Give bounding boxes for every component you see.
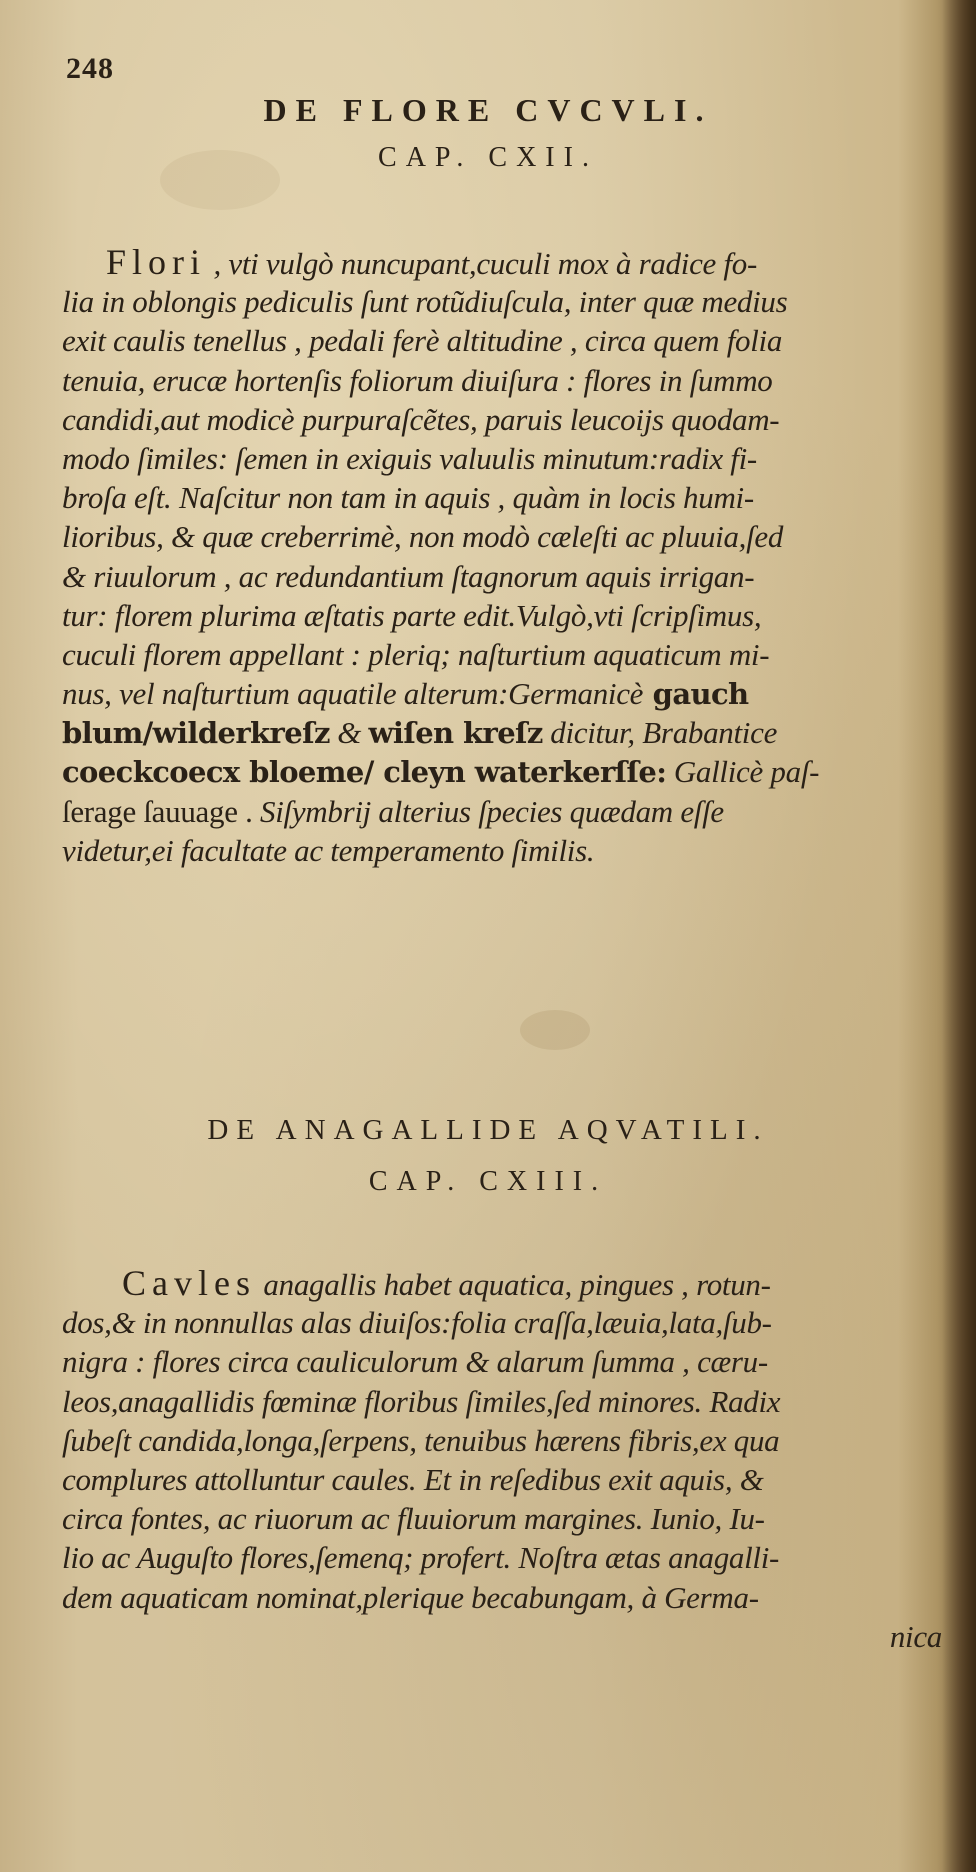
- text-line: nigra : flores circa cauliculorum & alarum ſumma , cæru-: [62, 1344, 768, 1380]
- blackletter-word: coeckcoecx bloeme/ cleyn waterkerſſe:: [62, 755, 667, 790]
- blackletter-word: blum/wilderkreſz: [62, 716, 330, 751]
- section-title: DE ANAGALLIDE AQVATILI.: [207, 1114, 769, 1146]
- running-title: DE FLORE CVCVLI.: [263, 92, 713, 128]
- text-line: modo ſimiles: ſemen in exiguis valuulis minutum:radix fi-: [62, 440, 757, 476]
- text-line: videtur,ei facultate ac temperamento ſimilis.: [62, 832, 595, 868]
- chapter-1-text: [62, 243, 962, 870]
- text-line: leos,anagallidis fœminæ floribus ſimiles,ſed minores. Radix: [62, 1383, 781, 1419]
- text-line: dem aquaticam nominat,plerique becabungam, à Germa-: [62, 1579, 759, 1615]
- text-line: blum/wilderkreſz & wiſen kreſz dicitur, Brabantice: [62, 715, 778, 751]
- paper-stain: [520, 1010, 590, 1050]
- text-line: circa fontes, ac riuorum ac fluuiorum margines. Iunio, Iu-: [62, 1501, 765, 1537]
- text-line: lia in oblongis pediculis ſunt rotũdiuſcula, inter quæ medius: [62, 284, 788, 320]
- text-line: Flori , vti vulgò nuncupant,cuculi mox à radice fo-: [106, 242, 757, 282]
- blackletter-word: gauch: [643, 677, 749, 712]
- chapter-2-text: [62, 1264, 962, 1656]
- text-line: ſerage ſauuage . Siſymbrij alterius ſpecies quædam eſſe: [62, 793, 724, 829]
- text-line: exit caulis tenellus , pedali ferè altitudine , circa quem folia: [62, 323, 783, 359]
- text-line: candidi,aut modicè purpuraſcẽtes, paruis leucoijs quodam-: [62, 401, 780, 437]
- text-line: tenuia, erucæ hortenſis foliorum diuiſura : flores in ſummo: [62, 362, 773, 398]
- text-line: Cavles anagallis habet aquatica, pingues , rotun-: [122, 1263, 771, 1303]
- text-line: nus, vel naſturtium aquatile alterum:Germanicè gauch: [62, 676, 749, 712]
- catchword: nica: [889, 1618, 942, 1654]
- text-line: lioribus, & quæ creberrimè, non modò cæleſti ac pluuia,ſed: [62, 519, 784, 555]
- chapter-number: CAP. CXII.: [378, 142, 598, 173]
- binding-edge: [942, 0, 976, 1872]
- text-line: lio ac Auguſto flores,ſemenq; profert. Noſtra ætas anagalli-: [62, 1540, 780, 1576]
- text-line: broſa eſt. Naſcitur non tam in aquis , quàm in locis humi-: [62, 480, 754, 516]
- roman-word: ſerage ſauuage .: [62, 793, 261, 829]
- text-line: dos,& in nonnullas alas diuiſos:folia craſſa,læuia,lata,ſub-: [62, 1305, 772, 1341]
- text-line: cuculi florem appellant : pleriq; naſturtium aquaticum mi-: [62, 636, 770, 672]
- lead-word: Flori: [106, 242, 207, 282]
- text-line: & riuulorum , ac redundantium ſtagnorum aquis irrigan-: [62, 558, 755, 594]
- page-number: 248: [66, 52, 114, 85]
- text-line: ſubeſt candida,longa,ſerpens, tenuibus hærens fibris,ex qua: [62, 1422, 780, 1458]
- lead-word: Cavles: [122, 1263, 256, 1303]
- text-line: complures attolluntur caules. Et in reſedibus exit aquis, &: [62, 1461, 764, 1497]
- chapter-number: CAP. CXIII.: [368, 1166, 608, 1197]
- text-line: tur: florem plurima æſtatis parte edit.Vulgò,vti ſcripſimus,: [62, 597, 762, 633]
- text-line: coeckcoecx bloeme/ cleyn waterkerſſe: Gallicè paſ-: [62, 754, 820, 790]
- blackletter-word: wiſen kreſz: [368, 716, 543, 751]
